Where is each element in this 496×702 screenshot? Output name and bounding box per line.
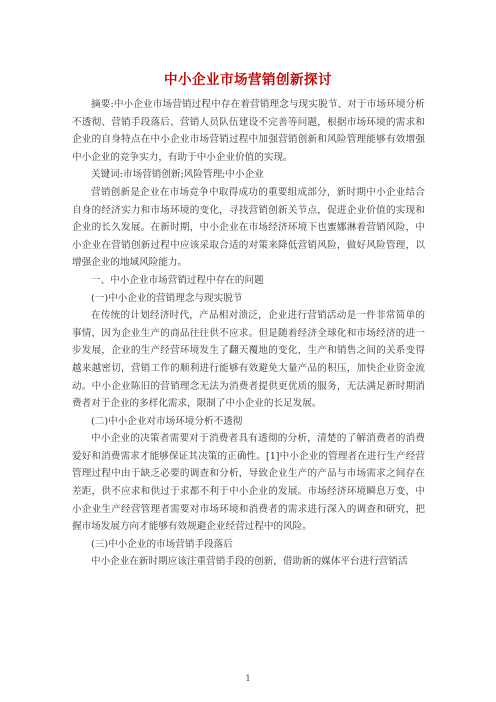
document-body <box>72 96 425 571</box>
document-title: 中小企业市场营销创新探讨 <box>164 72 332 88</box>
page-number: 1 <box>245 674 251 683</box>
section-heading: 一、中小企业市场营销过程中存在的问题 <box>91 274 264 286</box>
subsection-heading: (二)中小企业对市场环境分析不透彻 <box>91 415 243 427</box>
intro-paragraph: 营销创新是企业在市场竞争中取得成功的重要组成部分，新时期中小企业结合自身的经济实力和市场环境的变化，寻找营销创新关节点，促进企业价值的实现和企业的长久发展。在新时期，中小企业在市场经济环境下也蜜娜淋着营销风险，中小企业在营销创新过程中应该采取合适的对策来降低营销风险，做好风险管理，以增强企业的地域风险能力。 <box>72 186 425 269</box>
subsection-heading: (三)中小企业的市场营销手段落后 <box>91 538 233 550</box>
body-paragraph: 中小企业的决策者需要对于消费者具有透彻的分析，清楚的了解消费者的消费爱好和消费需求才能够保证其决策的正确性。[1]中小企业的管理者在进行生产经营管理过程中由于缺乏必要的调查和分析，导致企业生产的产品与市场需求之间存在差距，供不应求和供过于求都不利于中小企业的发展。市场经济环境瞬息万变，中小企业生产经营管理者需要对市场环境和消费者的需求进行深入的调查和研究，把握市场发展方向才能够有效规避企业经营过程中的风险。 <box>72 433 425 533</box>
keywords-paragraph: 关键词:市场营销创新;风险管理;中小企业 <box>91 169 264 181</box>
subsection-heading: (一)中小企业的营销理念与现实脱节 <box>91 292 243 304</box>
body-paragraph: 在传统的计划经济时代，产品相对溃泛，企业进行营销活动是一件非常简单的事情，因为企业生产的商品往往供不应求。但是随着经济全球化和市场经济的进一步发展，企业的生产经营环境发生了翻天覆地的变化，生产和销售之间的关系变得越来越密切，营销工作的顺利进行能够有效避免大量产品的积压，加快企业资金流动。中小企业陈旧的营销理念无法为消费者提供更优质的服务，无法满足新时期消费者对于企业的多样化需求，限制了中小企业的长足发展。 <box>72 310 425 410</box>
abstract-paragraph: 摘要:中小企业市场营销过程中存在着营销理念与现实脱节、对于市场环境分析不透彻、营销手段落后、营销人员队伍建设不完善等问题，根据市场环境的需求和企业的自身特点在中小企业市场营销过程中加强营销创新和风险管理能够有效增强中小企业的竞争实力，有助于中小企业价值的实现。 <box>72 99 425 163</box>
body-paragraph: 中小企业在新时期应该注重营销手段的创新，借助新的媒体平台进行营销活 <box>91 556 408 568</box>
